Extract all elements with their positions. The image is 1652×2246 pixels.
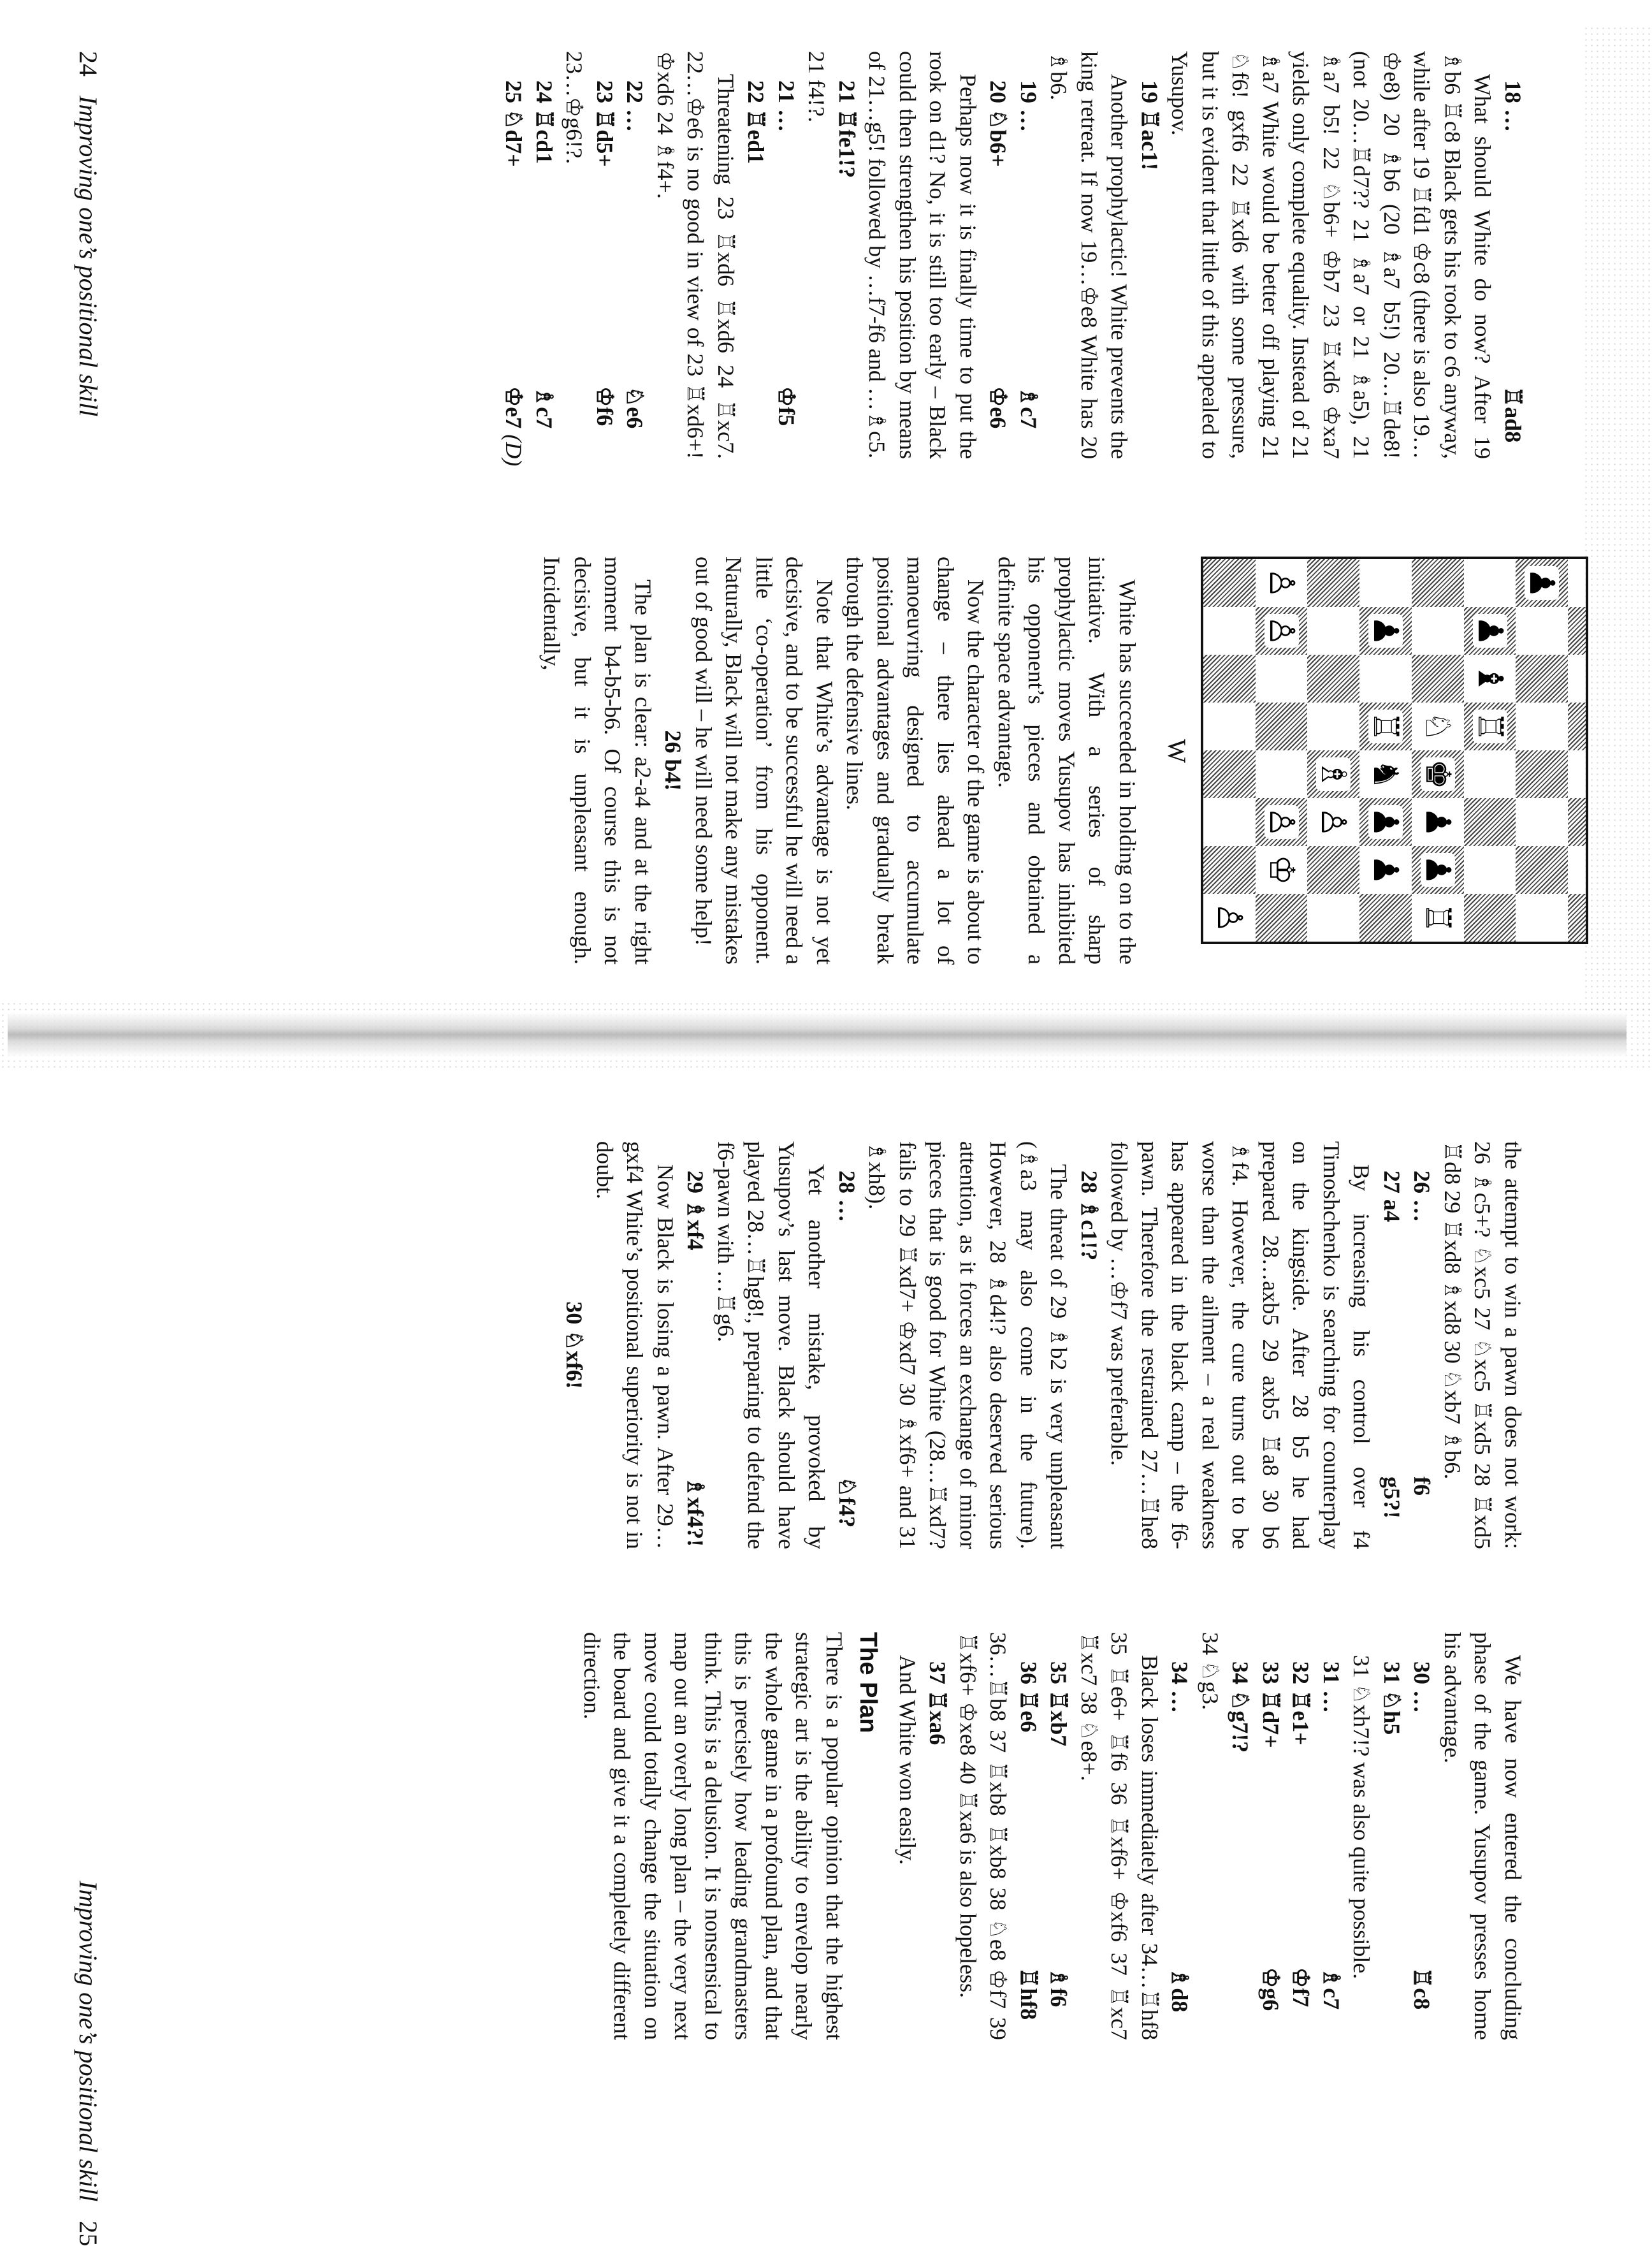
board-square [1516,655,1569,703]
chess-piece: ♘ [1417,711,1458,742]
board-square [1256,846,1308,894]
board-square [1516,703,1569,750]
board-square [1256,894,1308,942]
move-line [590,51,620,459]
chess-piece: ♟ [1417,806,1458,838]
white-move: 28 … [834,1170,860,1222]
chess-piece: ♙ [1261,806,1302,838]
paragraph: 34 ♘g3. [1198,1632,1223,1710]
board-square [1308,703,1360,750]
paragraph: Perhaps now it is finally time to put the rook on d1? No, it is still too early – Black could then strengthen his position by means of 21…g5! followed by …f7-f6 and …♗c5. [864,51,981,459]
board-square [1464,894,1516,942]
board-square [1568,750,1586,798]
move-line [1013,51,1044,459]
move-line [498,51,529,467]
black-move: ♖ad8 [1500,386,1526,443]
board-square [1568,894,1586,942]
board-square [1203,655,1256,703]
board-square [1308,655,1360,703]
board-square [1464,750,1516,798]
board-square [1256,703,1308,750]
move-line [529,51,560,459]
paragraph: There is a popular opinion that the highest strategic art is the ability to envelop nearly the whole game in a profound plan, and that this is precisely how leading grandmasters think. This is a delusion. It is nonsensical to map out an overly long plan – the very next move could totally change the situation on the board and give it a completely different direction. [579,1632,847,2040]
board-square [1359,846,1412,894]
white-move: 28 ♗c1!? [1076,1170,1102,1261]
board-square [1516,559,1569,607]
board-square [1464,846,1516,894]
chess-piece: ♔ [1261,854,1302,886]
left-column-2 [122,557,1142,965]
chess-piece: ♝ [1470,663,1511,694]
black-move: ♔g6 [1258,1967,1284,2011]
right-running-head [73,1881,103,2246]
board-square [1412,559,1464,607]
paragraph: The threat of 29 ♗b2 is very unpleasant (♗a3 may also come in the future). However, 28 ♗d4!? also deserved serious attention, as it forces an exchange of minor pieces that is good for White (28…♖xd7? fails to 29 ♖xd7+ ♔xd7 30 ♗xf6+ and 31 ♗xh8). [864,1141,1072,1549]
chess-piece: ♟ [1366,854,1407,886]
move-line [1134,51,1165,459]
move-line [1407,1141,1437,1549]
black-move: ♔e6 [985,386,1011,429]
white-move: 29 ♗xf4 [683,1170,709,1251]
board-square [1256,655,1308,703]
white-move: 34 … [1167,1661,1193,1713]
black-move: f6 [1409,1477,1435,1496]
scan-speckle-top [1582,26,1652,1014]
white-move: 31 … [1319,1661,1344,1713]
book-spine [8,1012,1627,1057]
chessboard [1201,557,1588,944]
board-square [1359,798,1412,846]
board-square [1203,894,1256,942]
move-line [1407,1632,1437,2040]
white-move: 27 a4 [1379,1170,1405,1222]
chess-piece: ♙ [1209,902,1250,933]
board-square [1412,846,1464,894]
move-line [1013,1632,1044,2040]
chess-piece: ♟ [1522,567,1563,599]
right-column-2 [126,1632,1528,2040]
paragraph: White has succeeded in holding on to the initiative. With a series of sharp prophylactic moves Yusupov has inhibited his opponent’s pieces and obtained a definite space advantage. [994,557,1140,965]
paragraph: The plan is clear: a2-a4 and at the right moment b4-b5-b6. Of course this is not decisive, but it is unpleasant enough. Incidentally, [539,557,656,965]
board-square [1516,607,1569,655]
board-square [1359,894,1412,942]
board-square [1203,846,1256,894]
board-square [1308,894,1360,942]
white-move: 37 ♖xa6 [925,1661,951,1746]
move-line [680,1141,711,1549]
move-line [1498,51,1528,459]
move-line: 26 b4! [660,730,686,791]
board-square [1464,607,1516,655]
move-line [741,51,771,459]
board-square [1568,798,1586,846]
white-move: 19 ♖ac1! [1137,80,1163,171]
paragraph: 31 ♘xh7!? was also quite possible. [1349,1655,1375,1980]
board-square [1359,655,1412,703]
board-square [1568,703,1586,750]
paragraph: Black loses immediately after 34…♖hf8 35 ♖e6+ ♖f6 36 ♖xf6+ ♔xf6 37 ♖xc7 ♖xc7 38 ♘e8+. [1076,1632,1163,2040]
black-move: ♗c7 [532,386,557,429]
black-move: g5?! [1379,1477,1405,1519]
board-square [1412,894,1464,942]
move-line [832,1141,862,1549]
left-running-head [73,51,103,416]
black-move: ♘f4? [834,1477,860,1528]
board-square [1256,607,1308,655]
move-line [832,51,862,459]
paragraph: 23…♔g6!?. [562,51,588,164]
move-line [983,51,1013,459]
move-line [771,51,802,459]
white-move: 26 … [1409,1170,1435,1222]
paragraph: Now the character of the game is about to change – there lies ahead a lot of manoeuvring designed to accumulate positional advantages and gradually break through the defensive lines. [842,557,989,965]
white-move: 31 ♘h5 [1379,1661,1405,1735]
chess-piece: ♟ [1470,615,1511,646]
move-line [1316,1632,1347,2040]
white-move: 33 ♖d7+ [1258,1661,1284,1748]
black-move: ♗c7 [1319,1967,1344,2010]
chess-piece: ♞ [1366,759,1407,790]
chess-diagram [1162,557,1588,945]
white-move: 21 … [774,80,799,132]
paragraph: Yet another mistake, provoked by Yusupov’s last move. Black should have played 28…♖hg8!, preparing to defend the f6-pawn with …♖g6. [713,1141,830,1549]
chess-piece: ♖ [1366,711,1407,742]
move-line [1074,1141,1105,1549]
white-move: 22 … [622,80,648,132]
board-square [1464,798,1516,846]
paragraph: Another prophylactic! White prevents the king retreat. If now 19…♔e8 White has 20 ♗b6. [1046,51,1133,459]
paragraph: the attempt to win a pawn does not work: 26 ♗c5+? ♘xc5 27 ♘xc5 ♖xd5 28 ♖xd5 ♖d8 29 ♖xd8 ♗xd8 30 ♘xb7 ♗b6. [1440,1141,1526,1549]
chess-piece: ♙ [1314,806,1354,838]
black-move: ♖c8 [1409,1967,1435,2010]
chess-piece: ♟ [1366,806,1407,838]
board-square [1568,846,1586,894]
move-line [1256,1632,1286,2040]
right-page-number: 25 [74,2220,103,2246]
white-move: 36 ♖e6 [1016,1661,1041,1733]
move-line [1225,1632,1256,2040]
white-move: 21 ♖fe1!? [834,80,860,179]
move-line [1164,1632,1195,2040]
board-square [1412,798,1464,846]
white-move: 20 ♘b6+ [985,80,1011,167]
black-move: ♗d8 [1167,1967,1193,2013]
board-square [1359,607,1412,655]
left-column-1 [126,51,1528,467]
board-square [1308,798,1360,846]
board-square [1412,703,1464,750]
board-square [1464,559,1516,607]
board-square [1203,750,1256,798]
board-square [1516,894,1569,942]
black-move: ♘e6 [622,386,648,429]
paragraph: And White won easily. [895,1655,920,1865]
move-line [1043,1632,1074,2040]
right-column-1 [126,1141,1528,1549]
board-square [1412,655,1464,703]
white-move: 18 … [1500,80,1526,132]
board-square [1516,846,1569,894]
board-square [1203,559,1256,607]
paragraph: Threatening 23 ♖xd6 ♖xd6 24 ♖xc7. 22…♔e6 is no good in view of 23 ♖xd6+! ♔xd6 24 ♗f4+. [653,51,739,459]
left-page-number: 24 [74,51,103,77]
board-square [1256,750,1308,798]
board-square [1256,559,1308,607]
white-move: 30 … [1409,1661,1435,1713]
white-move: 23 ♖d5+ [592,80,618,167]
chess-piece: ♚ [1417,759,1458,790]
board-square [1308,750,1360,798]
black-move: ♔f7 [1288,1967,1314,2008]
board-square [1203,703,1256,750]
paragraph: 36…♖b8 37 ♖xb8 ♖xb8 38 ♘e8 ♔f7 39 ♖xf6+ ♔xe8 40 ♖xa6 is also hopeless. [955,1632,1011,2040]
chess-piece: ♖ [1417,902,1458,933]
paragraph: Note that White’s advantage is not yet decisive, and to be successful he will need a little ‘co-operation’ from his opponent. Naturally, Black will not make any mistakes out of good will – he will need some help! [691,557,837,965]
chess-piece: ♖ [1470,711,1511,742]
board-square [1203,607,1256,655]
black-move: ♔e7 [501,386,527,429]
chess-piece: ♙ [1261,567,1302,599]
diagram-ref: (D) [501,434,527,467]
move-line [922,1632,953,2040]
white-move: 22 ♖ed1 [743,80,769,164]
move-line [620,51,650,459]
chess-piece: ♗ [1314,759,1354,790]
black-move: ♔f5 [774,386,799,427]
board-square [1464,655,1516,703]
black-move: ♗f6 [1046,1967,1072,2008]
move-line: 30 ♘xf6! [562,1301,588,1389]
chess-piece: ♟ [1366,615,1407,646]
board-square [1516,750,1569,798]
move-line [1286,1632,1316,2040]
paragraph: By increasing his control over f4 Timoshchenko is searching for counterplay on the kingside. After 28 b5 he had prepared 28…axb5 29 axb5 ♖a8 30 b6 ♗f4. However, the cure turns out to be worse than the ailment – a real weakness has appeared in the black camp – the f6-pawn. Therefore the restrained 27…♖he8 followed by …♔f7 was preferable. [1106,1141,1375,1549]
white-move: 34 ♘g7!? [1228,1661,1254,1753]
board-square [1308,607,1360,655]
board-square [1412,750,1464,798]
white-move: 35 ♖xb7 [1046,1661,1072,1747]
board-square [1516,798,1569,846]
board-square [1256,798,1308,846]
move-line [1377,1632,1407,2040]
board-square [1203,798,1256,846]
board-square [1464,703,1516,750]
black-move: ♗xf4?! [683,1477,709,1547]
black-move: ♗c7 [1016,386,1041,429]
board-square [1568,655,1586,703]
diagram-side-to-move: W [1163,739,1191,763]
white-move: 25 ♘d7+ [501,80,527,167]
board-square [1568,607,1586,655]
white-move: 19 … [1016,80,1041,132]
section-heading: The Plan [855,1632,882,1733]
chess-piece: ♙ [1261,615,1302,646]
paragraph: What should White do now? After 19 ♗b6 ♖c8 Black gets his rook to c6 anyway, while after 19 ♖fd1 ♔c8 (there is also 19…♔e8) 20 ♗b6 (20 ♗a7 b5!) 20…♖de8! (not 20…♖d7?? 21 ♗a7 or 21 ♗a5), 21 ♗a7 b5! 22 ♘b6+ ♔b7 23 ♖xd6 ♔xa7 yields only complete equality. Instead of 21 ♗a7 White would be better off playing 21 ♘f6! gxf6 22 ♖xd6 with some pressure, but it is evident that little of this appealed to Yusupov. [1167,51,1496,459]
black-move: ♔f6 [592,386,618,427]
board-square [1568,559,1586,607]
white-move: 24 ♖cd1 [532,80,557,164]
board-square [1308,846,1360,894]
board-square [1308,559,1360,607]
board-square [1359,559,1412,607]
board-square [1359,703,1412,750]
paragraph: We have now entered the concluding phase of the game. Yusupov presses home his advantage. [1440,1632,1526,2040]
chess-piece: ♟ [1417,854,1458,886]
paragraph: Now Black is losing a pawn. After 29…gxf4 White’s positional superiority is not in doubt. [592,1141,678,1549]
right-running-title: Improving one’s positional skill [74,1881,103,2202]
move-line [1377,1141,1407,1549]
black-move: ♖hf8 [1016,1967,1041,2020]
board-square [1412,607,1464,655]
paragraph: 21 f4!?. [804,51,830,122]
board-square [1359,750,1412,798]
left-running-title: Improving one’s positional skill [74,96,103,417]
white-move: 32 ♖e1+ [1288,1661,1314,1746]
